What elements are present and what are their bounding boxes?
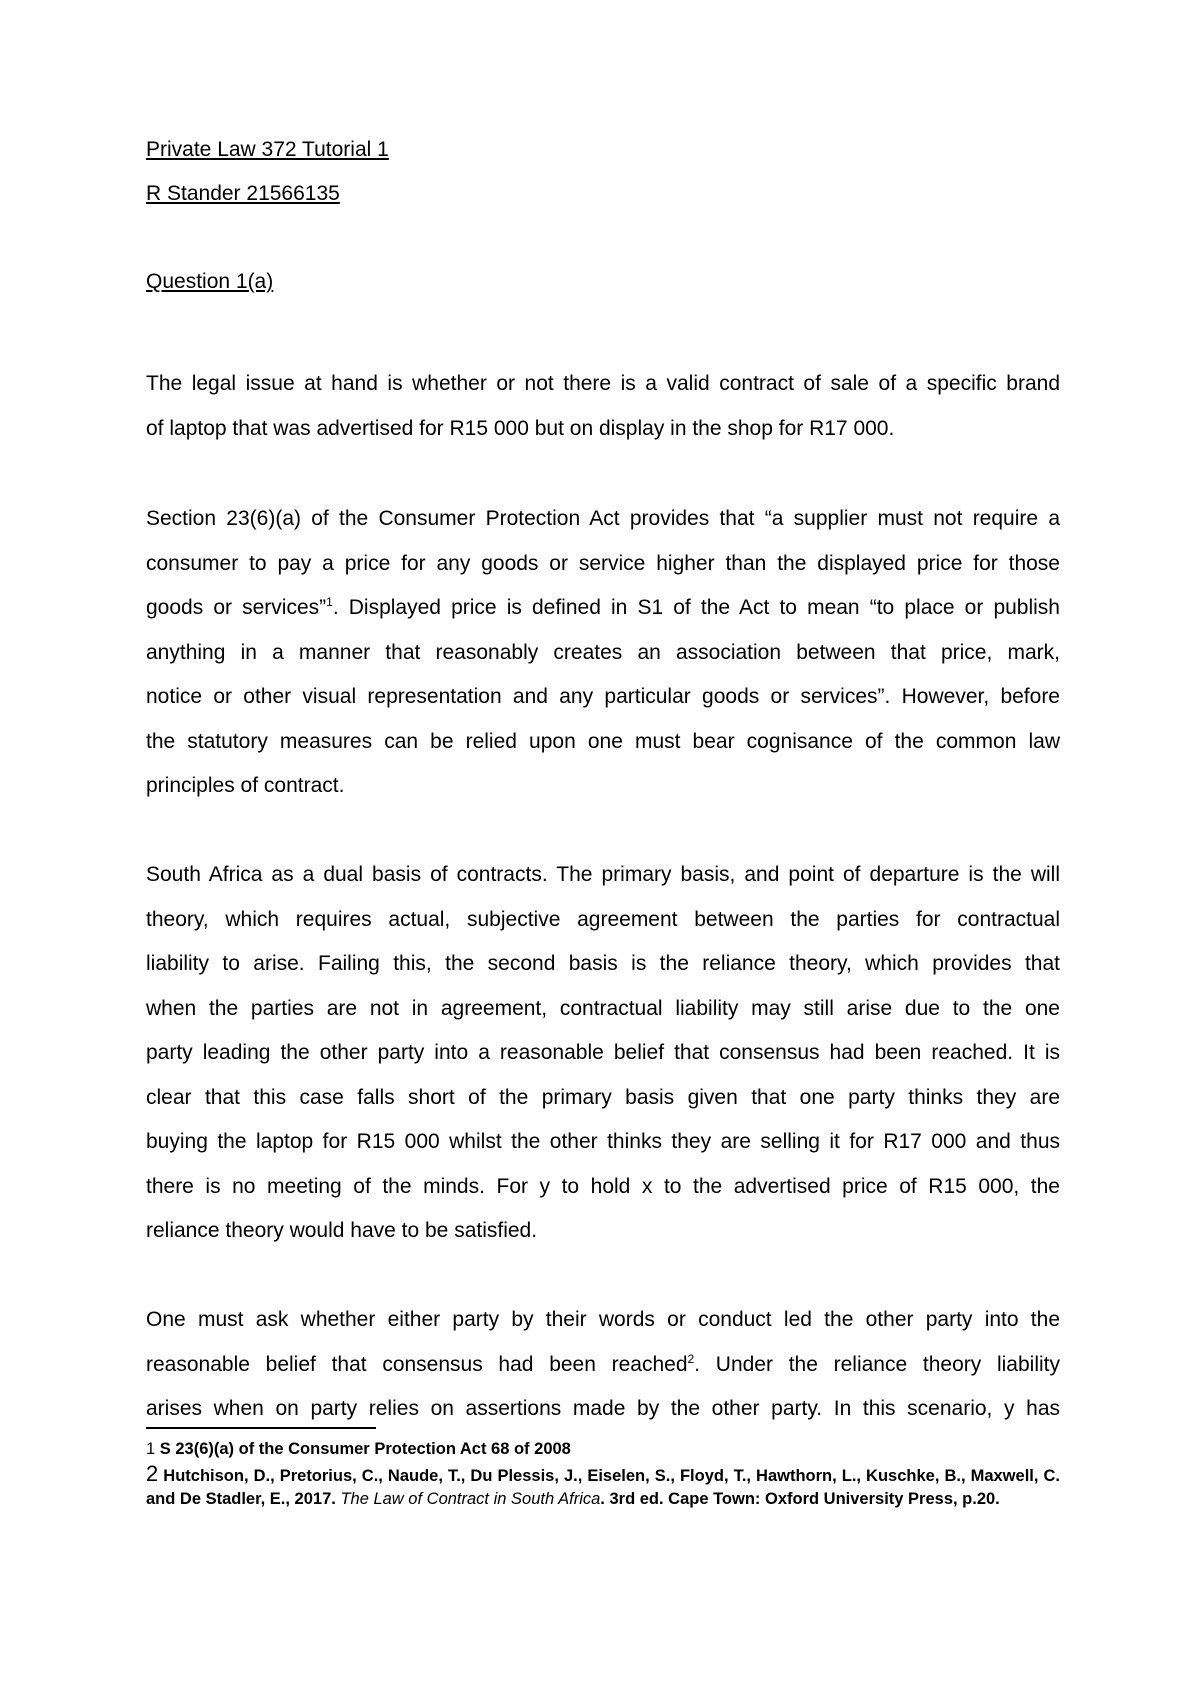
paragraph-line: The legal issue at hand is whether or not there is a valid contract of sale of a specific brand <box>146 372 1060 395</box>
paragraph-line-with-ref <box>146 586 1060 631</box>
footnote-number: 2 <box>146 1461 159 1486</box>
paragraph-line: consumer to pay a price for any goods or service higher than the displayed price for those <box>146 551 1060 575</box>
footnote-number: 1 <box>146 1440 156 1458</box>
paragraph-line-with-ref <box>146 1343 1060 1388</box>
footnote-separator <box>146 1427 376 1429</box>
footnote-book-title: The Law of Contract in South Africa <box>340 1490 601 1508</box>
author-line: R Stander 21566135 <box>146 182 340 205</box>
paragraph-line: liability to arise. Failing this, the second basis is the reliance theory, which provides that <box>146 952 1060 975</box>
paragraph-text: . Under the reliance theory liability <box>694 1352 1060 1376</box>
paragraph-line: clear that this case falls short of the primary basis given that one party thinks they are <box>146 1085 1060 1109</box>
footnote-ref-1[interactable]: 1 <box>326 595 333 609</box>
footnote-2 <box>146 1462 1060 1511</box>
paragraph-line: theory, which requires actual, subjective agreement between the parties for contractual <box>146 907 1060 931</box>
paragraph-text: reasonable belief that consensus had been reached <box>146 1352 688 1376</box>
document-title: Private Law 372 Tutorial 1 <box>146 138 389 161</box>
paragraph-reliance <box>146 1298 1060 1432</box>
paragraph-line: party leading the other party into a reasonable belief that consensus had been reached. It is <box>146 1041 1060 1064</box>
paragraph-line: principles of contract. <box>146 774 345 797</box>
question-heading: Question 1(a) <box>146 270 274 293</box>
paragraph-line: anything in a manner that reasonably creates an association between that price, mark, <box>146 640 1060 664</box>
footnote-text: . 3rd ed. Cape Town: Oxford University Press, p.20. <box>600 1490 1000 1508</box>
paragraph-line: the statutory measures can be relied upon one must bear cognisance of the common law <box>146 729 1060 753</box>
paragraph-text: goods or services” <box>146 596 327 619</box>
paragraph-line: notice or other visual representation and any particular goods or services”. However, before <box>146 685 1060 708</box>
paragraph-line: buying the laptop for R15 000 whilst the other thinks they are selling it for R17 000 and thus <box>146 1130 1060 1153</box>
footnote-1 <box>146 1438 1060 1461</box>
paragraph-line: South Africa as a dual basis of contracts. The primary basis, and point of departure is the will <box>146 863 1060 886</box>
paragraph-line: reliance theory would have to be satisfied. <box>146 1219 538 1242</box>
footnote-text: S 23(6)(a) of the Consumer Protection Act 68 of 2008 <box>159 1440 571 1458</box>
paragraph-text: . Displayed price is defined in S1 of the Act to mean “to place or publish <box>332 596 1060 619</box>
footnote-text: Hutchison, D., Pretorius, C., Naude, T., Du Plessis, J., Eiselen, S., Floyd, T., Hawthorn, L., Kuschke, B., Maxwell, C. and De Stadler, E., 2017. <box>146 1467 1060 1508</box>
paragraph-line: when the parties are not in agreement, contractual liability may still arise due to the one <box>146 996 1060 1020</box>
paragraph-line: arises when on party relies on assertions made by the other party. In this scenario, y has <box>146 1397 1060 1420</box>
paragraph-cpa-section <box>146 497 1060 809</box>
footnote-ref-2[interactable]: 2 <box>687 1351 695 1366</box>
paragraph-line: of laptop that was advertised for R15 000 but on display in the shop for R17 000. <box>146 416 895 440</box>
paragraph-dual-basis <box>146 853 1060 1254</box>
paragraph-line: One must ask whether either party by their words or conduct led the other party into the <box>146 1308 1060 1331</box>
paragraph-line: Section 23(6)(a) of the Consumer Protection Act provides that “a supplier must not require a <box>146 507 1060 530</box>
paragraph-legal-issue <box>146 362 1060 451</box>
paragraph-line: there is no meeting of the minds. For y to hold x to the advertised price of R15 000, the <box>146 1174 1060 1198</box>
